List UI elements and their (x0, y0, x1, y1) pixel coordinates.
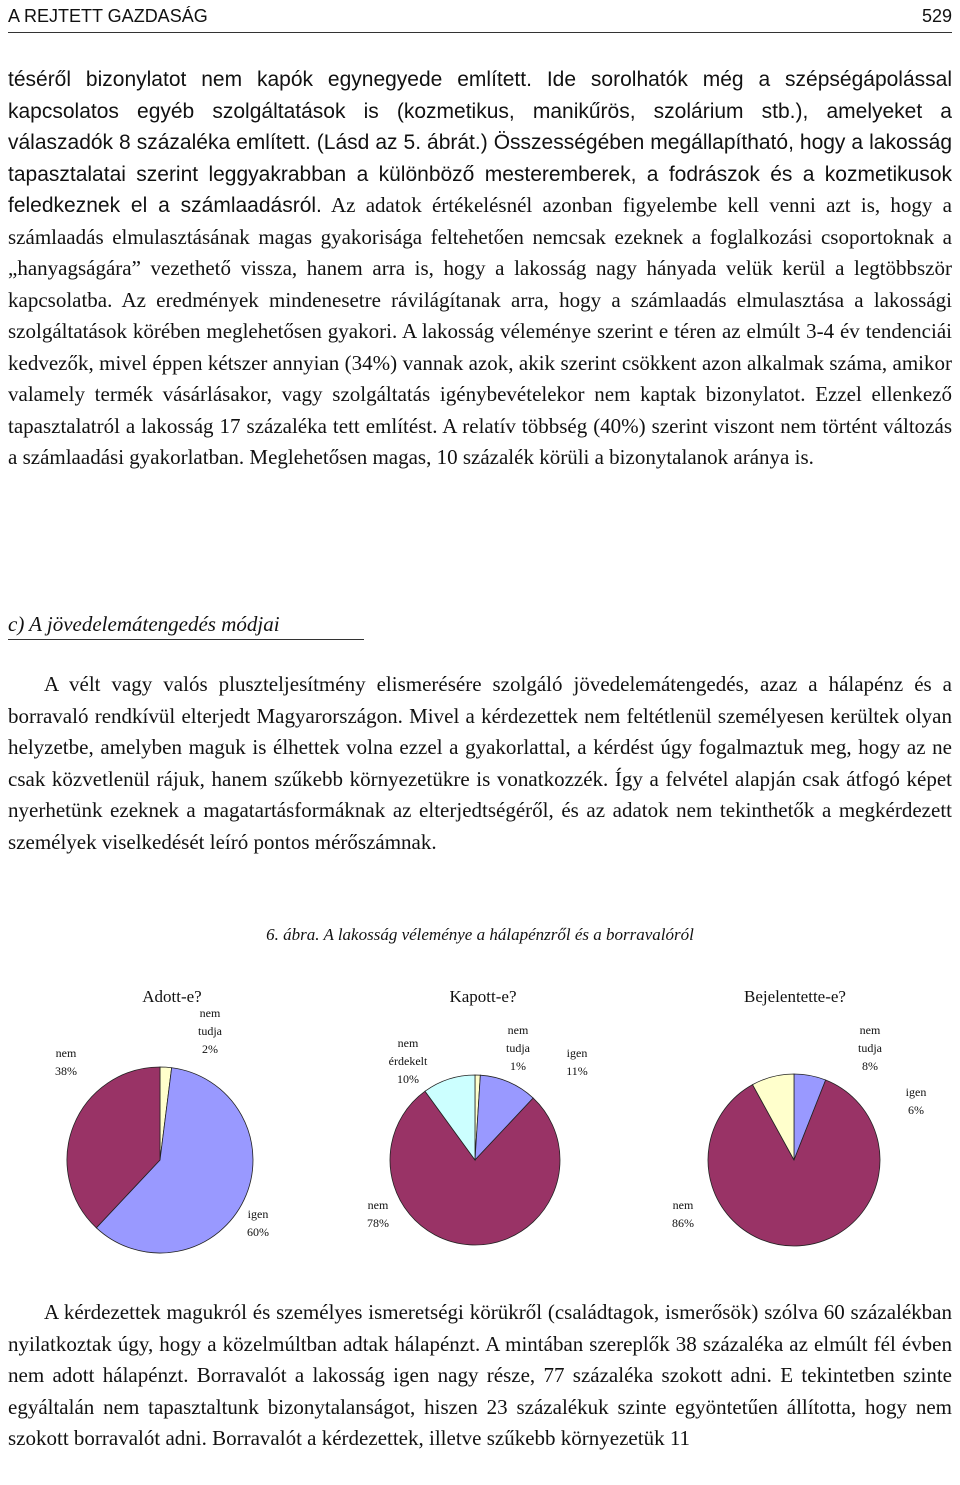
page-number: 529 (921, 6, 952, 26)
pie-label-igen: igen 11% (566, 1046, 588, 1078)
section-title: c) A jövedelemátengedés módjai (8, 612, 280, 636)
figure-number: 6. ábra. (266, 925, 320, 944)
section-underline (8, 639, 364, 640)
pie-label-nem-tudja: nem tudja 8% (858, 1023, 882, 1073)
pie-label-igen: igen 60% (247, 1207, 269, 1239)
paragraph-2: A vélt vagy valós pluszteljesítmény elismerésére szolgáló jövedelemátengedés, azaz a hálapénz és a borravaló rendkívül elterjedt Magyarországon. Mivel a kérdezettek nem feltétlenül személyesen kerültek olyan helyzetbe, amelyben maguk is élhettek volna ezzel a gyakorlattal, a kérdést úgy fogalmaztuk meg, hogy az ne csak közvetlenül rájuk, hanem szűkebb környezetükre is vonatkozzék. Így a felvétel alapján csak átfogó képet nyerhetünk ezeknek a magatartásformáknak az elterjedtségéről, és az adatok nem tekinthetők a megkérdezett személyek viselkedését leíró pontos mérőszámnak. (8, 672, 952, 854)
pie-label-nem: nem 78% (367, 1198, 389, 1230)
pie-label-igen: igen 6% (905, 1085, 927, 1117)
section-heading (8, 612, 364, 640)
paragraph-1-sans-part: téséről bizonylatot nem kapók egynegyede említett. Ide sorolhatók még a szépségápolással kapcsolatos egyéb szolgáltatások is (kozmetikus, manikűrös, szolárium stb.), amelyeket a válaszadók 8 százaléka említett. (Lásd az 5. ábrát.) Összességében megállapítható, hogy a lakosság tapasztalatai szerint leggyakrabban a különböző mesteremberek, a fodrászok és a kozmetikusok feledkeznek el a számlaadásról. (8, 68, 952, 217)
paragraph-3: A kérdezettek magukról és személyes ismeretségi körükről (családtagok, ismerősök) szólva 60 százalékban nyilatkoztak úgy, hogy a közelmúltban adtak hálapénzt. A mintában szereplők 38 százaléka az elmúlt fél évben nem adott hálapénzt. Borravalót a lakosság igen nagy része, 77 százaléka szokott adni. E tekintetben szinte egyáltalán nem tapasztaltunk bizonytalanságot, hiszen 23 százalékuk szinte egyöntetűen állította, hogy nem szokott borravalót adni. Borravalót a kérdezettek, illetve szűkebb környezetük 11 (8, 1300, 952, 1450)
pie-label-nem: nem 86% (672, 1198, 694, 1230)
running-head-title: A REJTETT GAZDASÁG (8, 6, 208, 26)
figure-caption-text: A lakosság véleménye a hálapénzről és a borravalóról (319, 925, 694, 944)
pie-title-adott: Adott-e? (142, 987, 202, 1006)
pie-charts (0, 970, 960, 1260)
pie-label-nem-tudja: nem tudja 1% (506, 1023, 530, 1073)
figure-caption (0, 925, 960, 945)
pie-title-kapott: Kapott-e? (449, 987, 517, 1006)
paragraph-1 (8, 64, 952, 474)
paragraph-1-serif-part: Az adatok értékelésnél azonban figyelembe kell venni azt is, hogy a számlaadás elmulasztásának magas gyakorisága feltehetően nemcsak ezeknek a foglalkozási csoportoknak a „hanyagságára” vezethető vissza, hanem arra is, hogy a lakosság nagy hányada velük kerül a legtöbbször kapcsolatba. Az eredmények mindenesetre rávilágítanak arra, hogy a számlaadás elmulasztása a lakossági szolgáltatások körében meglehetősen gyakori. A lakosság véleménye szerint e téren az elmúlt 3-4 év tendenciái kedvezők, mivel éppen kétszer annyian (34%) vannak azok, akik szerint csökkent azon alkalmak száma, amikor valamely termék vásárlásakor, vagy szolgáltatás igénybevételekor nem kaptak bizonylatot. Ezzel ellenkező tapasztalatról a lakosság 17 százaléka tett említést. A relatív többség (40%) szerint viszont nem történt változás a számlaadási gyakorlatban. Meglehetősen magas, 10 százalék körüli a bizonytalanok aránya is. (8, 193, 952, 469)
pie-label-nem-erdekelt: nem érdekelt 10% (388, 1036, 428, 1086)
pie-label-nem-tudja: nem tudja 2% (198, 1006, 222, 1056)
running-head (8, 2, 952, 33)
pie-title-bejelentette: Bejelentette-e? (744, 987, 846, 1006)
pie-label-nem: nem 38% (55, 1046, 77, 1078)
